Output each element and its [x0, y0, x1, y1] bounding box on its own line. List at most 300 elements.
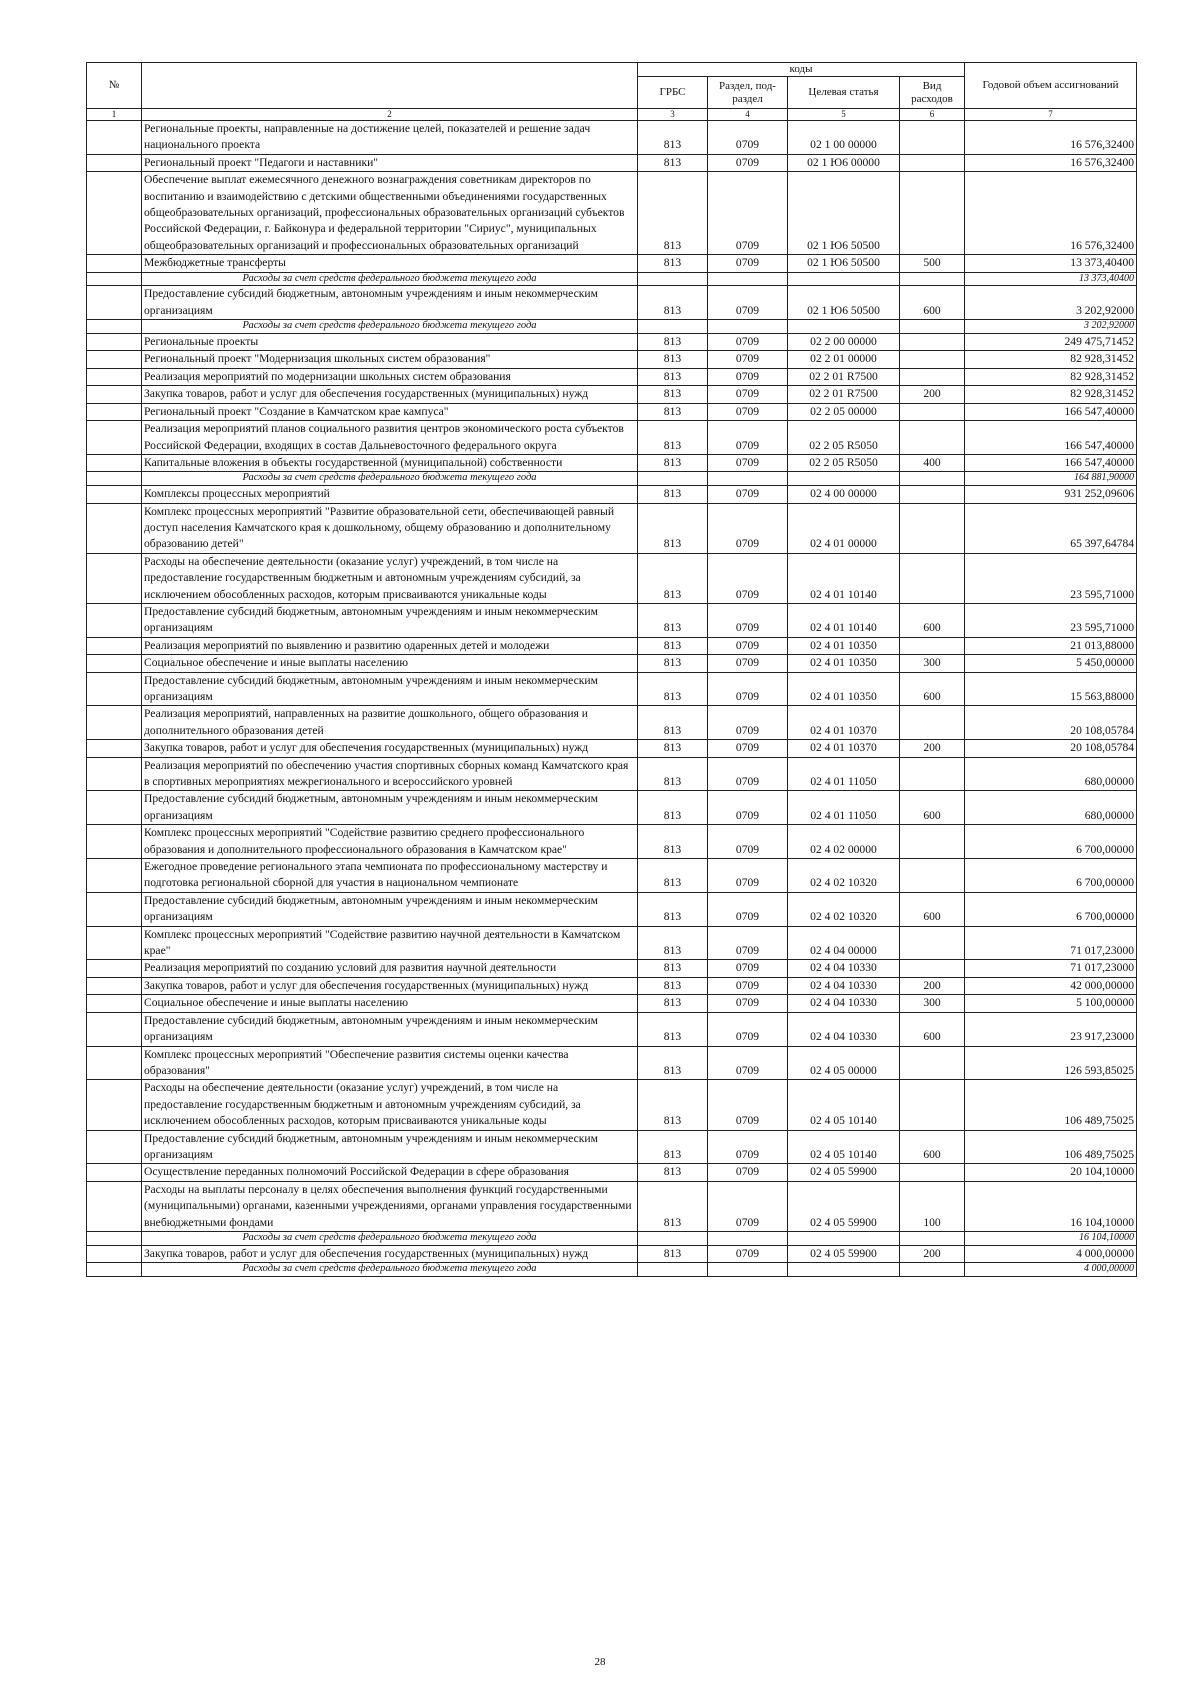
cell-summa: 4 000,00000	[965, 1263, 1137, 1277]
cell-grbs: 813	[638, 503, 708, 553]
cell-num	[87, 960, 142, 977]
table-row	[87, 1012, 1137, 1046]
table-row	[87, 1164, 1137, 1181]
cell-num	[87, 1164, 142, 1181]
cell-celevaya: 02 1 Ю6 50500	[788, 172, 900, 255]
cell-razdel: 0709	[708, 1012, 788, 1046]
cell-name: Реализация мероприятий планов социального развития центров экономического роста субъектов Российской Федерации, входящих в состав Дальневосточного федерального округа	[142, 421, 638, 455]
cell-name: Предоставление субсидий бюджетным, автономным учреждениям и иным некоммерческим организациям	[142, 892, 638, 926]
cell-razdel	[708, 272, 788, 286]
cell-celevaya: 02 4 01 11050	[788, 757, 900, 791]
cell-razdel: 0709	[708, 859, 788, 893]
cell-name: Комплекс процессных мероприятий "Содействие развитию среднего профессионального образования и дополнительного профессионального образования в Камчатском крае"	[142, 825, 638, 859]
cell-vid	[900, 334, 965, 351]
cell-celevaya	[788, 1263, 900, 1277]
cell-celevaya: 02 4 01 10350	[788, 672, 900, 706]
cell-razdel: 0709	[708, 334, 788, 351]
cell-celevaya: 02 2 01 R7500	[788, 386, 900, 403]
cell-razdel: 0709	[708, 825, 788, 859]
cell-grbs	[638, 1231, 708, 1245]
cell-num	[87, 486, 142, 503]
cell-summa: 65 397,64784	[965, 503, 1137, 553]
cell-num	[87, 1130, 142, 1164]
colnum-4: 4	[708, 109, 788, 121]
cell-razdel: 0709	[708, 1080, 788, 1130]
budget-sheet	[86, 62, 1136, 1277]
cell-celevaya	[788, 272, 900, 286]
table-row	[87, 1130, 1137, 1164]
cell-razdel: 0709	[708, 655, 788, 672]
cell-num	[87, 403, 142, 420]
cell-razdel: 0709	[708, 757, 788, 791]
cell-num	[87, 859, 142, 893]
cell-celevaya: 02 2 05 R5050	[788, 454, 900, 471]
cell-razdel: 0709	[708, 603, 788, 637]
table-row	[87, 403, 1137, 420]
cell-num	[87, 472, 142, 486]
cell-razdel: 0709	[708, 121, 788, 155]
cell-num	[87, 926, 142, 960]
cell-num	[87, 637, 142, 654]
cell-num	[87, 121, 142, 155]
table-row	[87, 386, 1137, 403]
table-row	[87, 655, 1137, 672]
cell-grbs: 813	[638, 637, 708, 654]
cell-name: Предоставление субсидий бюджетным, автономным учреждениям и иным некоммерческим организациям	[142, 1130, 638, 1164]
cell-grbs: 813	[638, 1164, 708, 1181]
cell-grbs: 813	[638, 995, 708, 1012]
cell-celevaya: 02 2 01 00000	[788, 351, 900, 368]
cell-celevaya: 02 4 04 10330	[788, 1012, 900, 1046]
table-row	[87, 603, 1137, 637]
cell-celevaya: 02 4 05 10140	[788, 1080, 900, 1130]
cell-celevaya: 02 4 01 10140	[788, 603, 900, 637]
cell-vid	[900, 320, 965, 334]
cell-num	[87, 286, 142, 320]
cell-name: Реализация мероприятий, направленных на развитие дошкольного, общего образования и дополнительного образования детей	[142, 706, 638, 740]
table-row	[87, 172, 1137, 255]
cell-razdel: 0709	[708, 637, 788, 654]
cell-celevaya: 02 1 Ю6 00000	[788, 154, 900, 171]
cell-grbs: 813	[638, 121, 708, 155]
cell-num	[87, 351, 142, 368]
cell-summa: 13 373,40400	[965, 272, 1137, 286]
cell-name: Расходы за счет средств федерального бюджета текущего года	[142, 1231, 638, 1245]
colnum-7: 7	[965, 109, 1137, 121]
header-razdel: Раздел, под-раздел	[708, 77, 788, 109]
table-body	[87, 121, 1137, 1277]
cell-vid: 600	[900, 1130, 965, 1164]
cell-grbs: 813	[638, 926, 708, 960]
table-subrow	[87, 272, 1137, 286]
header-celevaya: Целевая статья	[788, 77, 900, 109]
table-row	[87, 892, 1137, 926]
cell-vid: 200	[900, 977, 965, 994]
cell-razdel: 0709	[708, 351, 788, 368]
cell-razdel: 0709	[708, 454, 788, 471]
cell-grbs: 813	[638, 740, 708, 757]
table-row	[87, 859, 1137, 893]
cell-vid	[900, 825, 965, 859]
cell-vid	[900, 421, 965, 455]
cell-grbs	[638, 1263, 708, 1277]
cell-celevaya: 02 4 05 59900	[788, 1245, 900, 1262]
cell-celevaya: 02 4 04 10330	[788, 977, 900, 994]
cell-summa: 16 104,10000	[965, 1181, 1137, 1231]
cell-grbs: 813	[638, 386, 708, 403]
cell-vid	[900, 859, 965, 893]
cell-name: Расходы за счет средств федерального бюджета текущего года	[142, 320, 638, 334]
table-subrow	[87, 320, 1137, 334]
cell-summa: 23 595,71000	[965, 553, 1137, 603]
cell-grbs: 813	[638, 1181, 708, 1231]
cell-celevaya: 02 1 Ю6 50500	[788, 255, 900, 272]
table-subrow	[87, 472, 1137, 486]
cell-name: Реализация мероприятий по модернизации школьных систем образования	[142, 368, 638, 385]
cell-summa: 21 013,88000	[965, 637, 1137, 654]
cell-name: Закупка товаров, работ и услуг для обеспечения государственных (муниципальных) нужд	[142, 386, 638, 403]
cell-razdel: 0709	[708, 286, 788, 320]
cell-vid: 600	[900, 603, 965, 637]
colnum-5: 5	[788, 109, 900, 121]
cell-name: Предоставление субсидий бюджетным, автономным учреждениям и иным некоммерческим организациям	[142, 1012, 638, 1046]
table-subrow	[87, 1231, 1137, 1245]
cell-grbs: 813	[638, 1130, 708, 1164]
cell-razdel: 0709	[708, 1164, 788, 1181]
cell-name: Закупка товаров, работ и услуг для обеспечения государственных (муниципальных) нужд	[142, 1245, 638, 1262]
cell-summa: 106 489,75025	[965, 1130, 1137, 1164]
cell-num	[87, 503, 142, 553]
cell-grbs: 813	[638, 351, 708, 368]
cell-num	[87, 706, 142, 740]
cell-num	[87, 334, 142, 351]
cell-name: Закупка товаров, работ и услуг для обеспечения государственных (муниципальных) нужд	[142, 740, 638, 757]
cell-name: Предоставление субсидий бюджетным, автономным учреждениям и иным некоммерческим организациям	[142, 672, 638, 706]
cell-num	[87, 977, 142, 994]
table-row	[87, 334, 1137, 351]
cell-razdel: 0709	[708, 926, 788, 960]
cell-celevaya: 02 4 01 10370	[788, 740, 900, 757]
table-row	[87, 1245, 1137, 1262]
table-header	[87, 63, 1137, 121]
cell-summa: 5 450,00000	[965, 655, 1137, 672]
cell-celevaya: 02 4 04 10330	[788, 960, 900, 977]
cell-vid	[900, 154, 965, 171]
cell-grbs: 813	[638, 172, 708, 255]
cell-name: Расходы за счет средств федерального бюджета текущего года	[142, 272, 638, 286]
cell-razdel	[708, 1231, 788, 1245]
cell-razdel: 0709	[708, 403, 788, 420]
cell-summa: 4 000,00000	[965, 1245, 1137, 1262]
cell-vid: 600	[900, 791, 965, 825]
cell-num	[87, 757, 142, 791]
cell-vid	[900, 472, 965, 486]
cell-name: Реализация мероприятий по обеспечению участия спортивных сборных команд Камчатского края в спортивных мероприятиях межрегионального и всероссийского уровней	[142, 757, 638, 791]
cell-celevaya: 02 4 01 11050	[788, 791, 900, 825]
cell-name: Реализация мероприятий по выявлению и развитию одаренных детей и молодежи	[142, 637, 638, 654]
cell-razdel: 0709	[708, 486, 788, 503]
cell-summa: 164 881,90000	[965, 472, 1137, 486]
cell-summa: 166 547,40000	[965, 421, 1137, 455]
table-row	[87, 995, 1137, 1012]
cell-name: Обеспечение выплат ежемесячного денежного вознаграждения советникам директоров по воспитанию и взаимодействию с детскими общественными объединениями государственных общеобразовательных организаций, профессиональных образовательных организаций субъектов Российской Федерации, г. Байконура и федеральной территории "Сириус", муниципальных общеобразовательных организаций и профессиональных образовательных организаций	[142, 172, 638, 255]
cell-vid	[900, 1164, 965, 1181]
header-grbs: ГРБС	[638, 77, 708, 109]
cell-celevaya: 02 2 01 R7500	[788, 368, 900, 385]
cell-num	[87, 272, 142, 286]
table-row	[87, 255, 1137, 272]
cell-celevaya: 02 4 05 00000	[788, 1046, 900, 1080]
cell-name: Расходы на обеспечение деятельности (оказание услуг) учреждений, в том числе на предоставление государственным бюджетным и автономным учреждениям субсидий, за исключением обособленных расходов, которым присваиваются уникальные коды	[142, 553, 638, 603]
cell-vid	[900, 486, 965, 503]
cell-grbs: 813	[638, 368, 708, 385]
cell-razdel: 0709	[708, 1245, 788, 1262]
cell-num	[87, 1181, 142, 1231]
cell-name: Региональный проект "Педагоги и наставники"	[142, 154, 638, 171]
cell-celevaya: 02 4 01 10350	[788, 655, 900, 672]
cell-num	[87, 892, 142, 926]
cell-num	[87, 1245, 142, 1262]
cell-vid: 200	[900, 1245, 965, 1262]
cell-razdel: 0709	[708, 672, 788, 706]
cell-name: Расходы на обеспечение деятельности (оказание услуг) учреждений, в том числе на предоставление государственным бюджетным и автономным учреждениям субсидий, за исключением обособленных расходов, которым присваиваются уникальные коды	[142, 1080, 638, 1130]
cell-num	[87, 553, 142, 603]
cell-razdel: 0709	[708, 154, 788, 171]
cell-grbs: 813	[638, 1080, 708, 1130]
cell-name: Комплекс процессных мероприятий "Обеспечение развития системы оценки качества образования"	[142, 1046, 638, 1080]
cell-num	[87, 320, 142, 334]
cell-vid	[900, 706, 965, 740]
cell-num	[87, 421, 142, 455]
cell-summa: 166 547,40000	[965, 454, 1137, 471]
cell-grbs: 813	[638, 960, 708, 977]
cell-num	[87, 172, 142, 255]
cell-num	[87, 740, 142, 757]
cell-num	[87, 1231, 142, 1245]
cell-grbs: 813	[638, 706, 708, 740]
cell-name: Региональный проект "Модернизация школьных систем образования"	[142, 351, 638, 368]
cell-grbs: 813	[638, 553, 708, 603]
cell-celevaya: 02 4 04 10330	[788, 995, 900, 1012]
cell-razdel: 0709	[708, 706, 788, 740]
cell-name: Социальное обеспечение и иные выплаты населению	[142, 995, 638, 1012]
cell-num	[87, 995, 142, 1012]
cell-name: Расходы на выплаты персоналу в целях обеспечения выполнения функций государственными (муниципальными) органами, казенными учреждениями, органами управления государственными внебюджетными фондами	[142, 1181, 638, 1231]
cell-vid: 500	[900, 255, 965, 272]
table-row	[87, 926, 1137, 960]
cell-razdel: 0709	[708, 892, 788, 926]
cell-summa: 3 202,92000	[965, 286, 1137, 320]
cell-razdel: 0709	[708, 995, 788, 1012]
cell-razdel: 0709	[708, 386, 788, 403]
cell-razdel	[708, 1263, 788, 1277]
cell-vid	[900, 172, 965, 255]
table-row	[87, 960, 1137, 977]
cell-summa: 249 475,71452	[965, 334, 1137, 351]
cell-vid: 300	[900, 995, 965, 1012]
cell-summa: 82 928,31452	[965, 386, 1137, 403]
cell-vid	[900, 926, 965, 960]
cell-summa: 16 576,32400	[965, 121, 1137, 155]
cell-name: Реализация мероприятий по созданию условий для развития научной деятельности	[142, 960, 638, 977]
cell-num	[87, 386, 142, 403]
cell-vid	[900, 351, 965, 368]
budget-table	[86, 62, 1137, 1277]
cell-vid	[900, 1231, 965, 1245]
table-row	[87, 672, 1137, 706]
cell-summa: 23 595,71000	[965, 603, 1137, 637]
cell-num	[87, 603, 142, 637]
cell-celevaya: 02 4 00 00000	[788, 486, 900, 503]
table-row	[87, 977, 1137, 994]
table-row	[87, 1046, 1137, 1080]
cell-summa: 166 547,40000	[965, 403, 1137, 420]
cell-name: Региональные проекты, направленные на достижение целей, показателей и решение задач национального проекта	[142, 121, 638, 155]
cell-vid: 600	[900, 892, 965, 926]
header-num: №	[87, 63, 142, 109]
cell-summa: 71 017,23000	[965, 926, 1137, 960]
header-column-numbers	[87, 109, 1137, 121]
table-row	[87, 368, 1137, 385]
cell-grbs: 813	[638, 977, 708, 994]
cell-grbs	[638, 272, 708, 286]
cell-razdel: 0709	[708, 503, 788, 553]
cell-celevaya: 02 1 Ю6 50500	[788, 286, 900, 320]
table-row	[87, 286, 1137, 320]
cell-grbs: 813	[638, 154, 708, 171]
colnum-6: 6	[900, 109, 965, 121]
cell-summa: 23 917,23000	[965, 1012, 1137, 1046]
cell-num	[87, 672, 142, 706]
header-vid: Вид расходов	[900, 77, 965, 109]
table-subrow	[87, 1263, 1137, 1277]
cell-grbs: 813	[638, 403, 708, 420]
cell-vid	[900, 503, 965, 553]
cell-grbs: 813	[638, 655, 708, 672]
table-row	[87, 740, 1137, 757]
cell-celevaya: 02 4 02 00000	[788, 825, 900, 859]
cell-summa: 3 202,92000	[965, 320, 1137, 334]
cell-summa: 126 593,85025	[965, 1046, 1137, 1080]
cell-name: Предоставление субсидий бюджетным, автономным учреждениям и иным некоммерческим организациям	[142, 286, 638, 320]
cell-vid: 200	[900, 740, 965, 757]
cell-name: Межбюджетные трансферты	[142, 255, 638, 272]
cell-grbs: 813	[638, 825, 708, 859]
cell-vid	[900, 1080, 965, 1130]
cell-name: Предоставление субсидий бюджетным, автономным учреждениям и иным некоммерческим организациям	[142, 791, 638, 825]
cell-name: Региональный проект "Создание в Камчатском крае кампуса"	[142, 403, 638, 420]
cell-num	[87, 454, 142, 471]
cell-grbs: 813	[638, 1012, 708, 1046]
cell-grbs: 813	[638, 255, 708, 272]
cell-name: Расходы за счет средств федерального бюджета текущего года	[142, 1263, 638, 1277]
cell-grbs: 813	[638, 859, 708, 893]
cell-vid: 600	[900, 1012, 965, 1046]
cell-celevaya	[788, 472, 900, 486]
table-row	[87, 454, 1137, 471]
cell-vid: 400	[900, 454, 965, 471]
table-row	[87, 421, 1137, 455]
cell-summa: 6 700,00000	[965, 825, 1137, 859]
cell-num	[87, 1046, 142, 1080]
cell-grbs: 813	[638, 334, 708, 351]
table-row	[87, 553, 1137, 603]
cell-vid	[900, 553, 965, 603]
cell-vid: 600	[900, 286, 965, 320]
cell-name: Комплексы процессных мероприятий	[142, 486, 638, 503]
cell-razdel: 0709	[708, 368, 788, 385]
cell-grbs: 813	[638, 486, 708, 503]
cell-razdel: 0709	[708, 960, 788, 977]
cell-grbs: 813	[638, 286, 708, 320]
table-row	[87, 825, 1137, 859]
cell-summa: 16 576,32400	[965, 154, 1137, 171]
table-row	[87, 154, 1137, 171]
cell-summa: 680,00000	[965, 757, 1137, 791]
cell-celevaya: 02 4 02 10320	[788, 859, 900, 893]
cell-num	[87, 154, 142, 171]
cell-summa: 931 252,09606	[965, 486, 1137, 503]
cell-num	[87, 825, 142, 859]
cell-razdel: 0709	[708, 1046, 788, 1080]
cell-grbs: 813	[638, 603, 708, 637]
cell-num	[87, 1012, 142, 1046]
cell-summa: 71 017,23000	[965, 960, 1137, 977]
cell-grbs: 813	[638, 454, 708, 471]
cell-razdel: 0709	[708, 255, 788, 272]
cell-vid	[900, 1263, 965, 1277]
cell-summa: 16 576,32400	[965, 172, 1137, 255]
cell-name: Социальное обеспечение и иные выплаты населению	[142, 655, 638, 672]
cell-name: Расходы за счет средств федерального бюджета текущего года	[142, 472, 638, 486]
colnum-1: 1	[87, 109, 142, 121]
cell-celevaya: 02 1 00 00000	[788, 121, 900, 155]
colnum-3: 3	[638, 109, 708, 121]
cell-grbs	[638, 472, 708, 486]
cell-vid	[900, 637, 965, 654]
cell-num	[87, 655, 142, 672]
cell-razdel: 0709	[708, 1130, 788, 1164]
cell-name: Закупка товаров, работ и услуг для обеспечения государственных (муниципальных) нужд	[142, 977, 638, 994]
cell-name: Комплекс процессных мероприятий "Содействие развитию научной деятельности в Камчатском крае"	[142, 926, 638, 960]
cell-celevaya	[788, 1231, 900, 1245]
cell-celevaya: 02 4 01 10350	[788, 637, 900, 654]
cell-razdel	[708, 472, 788, 486]
cell-name: Комплекс процессных мероприятий "Развитие образовательной сети, обеспечивающей равный доступ населения Камчатского края к дошкольному, общему образованию и дополнительному образованию детей"	[142, 503, 638, 553]
table-row	[87, 503, 1137, 553]
cell-celevaya	[788, 320, 900, 334]
cell-celevaya: 02 4 01 10370	[788, 706, 900, 740]
cell-vid	[900, 403, 965, 420]
cell-summa: 42 000,00000	[965, 977, 1137, 994]
cell-celevaya: 02 2 05 R5050	[788, 421, 900, 455]
cell-grbs: 813	[638, 757, 708, 791]
cell-num	[87, 1263, 142, 1277]
header-summa: Годовой объем ассигнований	[965, 63, 1137, 109]
table-row	[87, 706, 1137, 740]
cell-razdel: 0709	[708, 1181, 788, 1231]
cell-summa: 5 100,00000	[965, 995, 1137, 1012]
cell-grbs: 813	[638, 421, 708, 455]
table-row	[87, 1181, 1137, 1231]
cell-name: Предоставление субсидий бюджетным, автономным учреждениям и иным некоммерческим организациям	[142, 603, 638, 637]
cell-summa: 6 700,00000	[965, 892, 1137, 926]
cell-celevaya: 02 4 05 10140	[788, 1130, 900, 1164]
table-row	[87, 637, 1137, 654]
cell-vid	[900, 960, 965, 977]
cell-celevaya: 02 2 00 00000	[788, 334, 900, 351]
cell-celevaya: 02 4 01 10140	[788, 553, 900, 603]
